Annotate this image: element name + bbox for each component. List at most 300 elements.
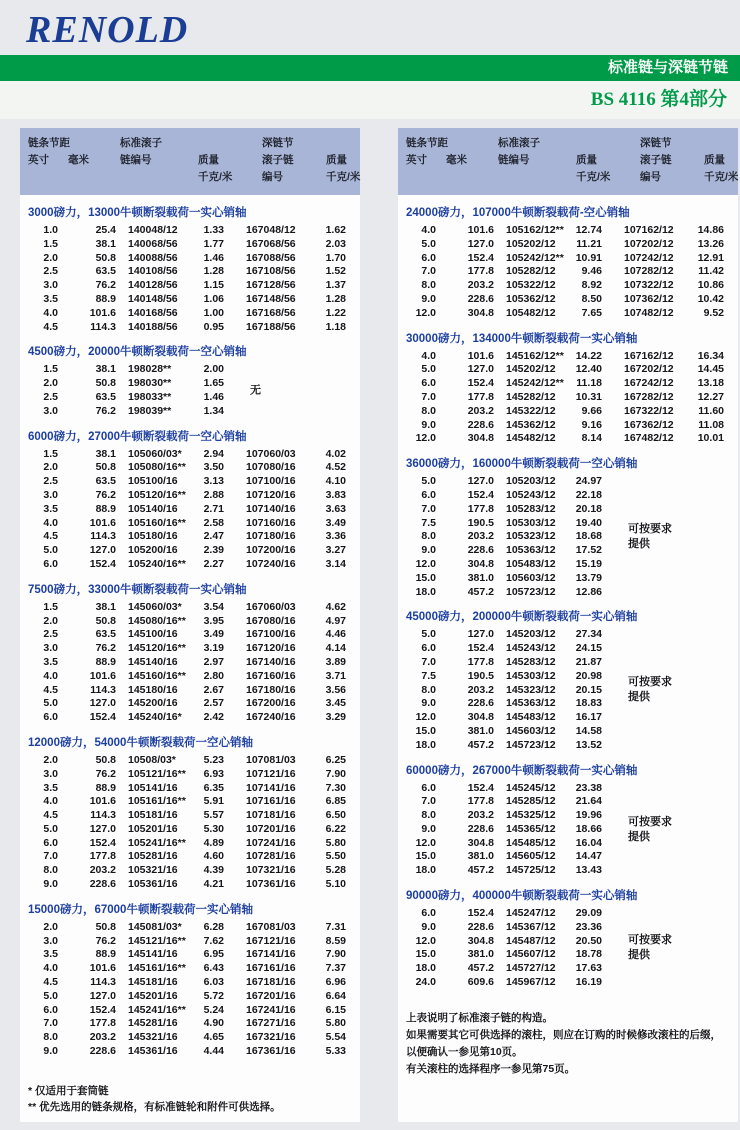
- cell-dl-mass: [690, 907, 724, 921]
- cell-mass: 7.65: [581, 306, 602, 319]
- cell-inch: 8.0: [421, 279, 436, 292]
- cell-chain-no: 145603/12: [506, 724, 556, 737]
- cell-dl-mass: 3.63: [325, 502, 346, 515]
- cell-inch: 2.5: [43, 265, 58, 278]
- cell-dl-chain-no: [602, 962, 690, 976]
- cell-mm: 50.8: [95, 251, 116, 264]
- cell-inch: 1.5: [43, 447, 58, 460]
- cell-mass: 10.31: [575, 390, 602, 403]
- cell-dl-chain-no: 167188/56: [246, 320, 296, 333]
- cell-mm: 114.3: [90, 809, 116, 822]
- cell-chain-no: 145121/16**: [128, 934, 186, 947]
- table-row: [406, 656, 724, 670]
- cell-chain-no: 145725/12: [506, 864, 556, 877]
- cell-mm: 101.6: [467, 224, 494, 236]
- table-row: [28, 363, 346, 377]
- section-rows: [28, 754, 346, 892]
- cell-dl-chain-no: 167148/56: [246, 292, 296, 305]
- cell-inch: 3.0: [43, 934, 58, 947]
- cell-inch: 4.5: [43, 683, 58, 696]
- cell-dl-chain-no: 107161/16: [246, 795, 296, 808]
- cell-chain-no: 145322/12: [506, 404, 556, 417]
- cell-dl-mass: [690, 864, 724, 878]
- cell-inch: 7.0: [43, 850, 58, 863]
- cell-mass: 27.34: [575, 628, 602, 641]
- cell-mm: 88.9: [95, 948, 116, 961]
- cell-mm: 88.9: [95, 781, 116, 794]
- cell-chain-no: 145060/03*: [128, 600, 182, 613]
- cell-mass: 5.30: [203, 822, 224, 835]
- cell-dl-chain-no: [602, 503, 690, 517]
- cell-mm: 304.8: [467, 557, 494, 570]
- cell-dl-mass: 3.49: [325, 516, 346, 529]
- table-row: [406, 432, 724, 446]
- table-row: [28, 489, 346, 503]
- cell-mm: 177.8: [467, 265, 494, 278]
- cell-chain-no: 105121/16**: [128, 767, 186, 780]
- cell-inch: 6.0: [43, 557, 58, 570]
- cell-mass: 29.09: [575, 907, 602, 920]
- cell-mass: 10.91: [575, 251, 602, 264]
- construction-notes: [406, 1010, 726, 1078]
- cell-mm: 203.2: [467, 683, 494, 696]
- cell-dl-chain-no: 107140/16: [246, 502, 296, 515]
- cell-mass: 13.43: [575, 864, 602, 877]
- table-section: [28, 343, 346, 418]
- cell-inch: 9.0: [421, 418, 436, 431]
- cell-chain-no: 105363/12: [506, 544, 556, 557]
- cell-mass: 2.94: [203, 447, 224, 460]
- cell-inch: 8.0: [421, 683, 436, 696]
- table-row: [28, 990, 346, 1004]
- right-table-panel: [398, 128, 738, 1122]
- cell-mass: 13.79: [575, 571, 602, 584]
- cell-mass: 20.18: [575, 502, 602, 515]
- cell-dl-mass: 3.14: [325, 557, 346, 570]
- section-rows: [406, 350, 724, 447]
- cell-mass: 4.21: [203, 878, 224, 891]
- footnote-line: ** 优先选用的链条规格，有标准链轮和附件可供选择。: [28, 1101, 281, 1114]
- table-row: [28, 823, 346, 837]
- cell-dl-mass: 6.15: [325, 1003, 346, 1016]
- table-row: [406, 224, 724, 238]
- cell-mass: 4.89: [203, 836, 224, 849]
- cell-mm: 304.8: [467, 934, 494, 947]
- cell-inch: 7.0: [421, 265, 436, 278]
- cell-mm: 228.6: [467, 544, 494, 557]
- cell-inch: 6.0: [421, 488, 436, 501]
- table-row: [28, 321, 346, 335]
- cell-mass: 6.43: [203, 962, 224, 975]
- standard-reference-strip: [0, 81, 740, 119]
- table-row: [28, 307, 346, 321]
- cell-dl-mass: 16.34: [697, 349, 724, 362]
- cell-chain-no: 145140/16: [128, 655, 178, 668]
- cell-dl-chain-no: 107362/12: [624, 292, 674, 305]
- cell-mass: 2.58: [203, 516, 224, 529]
- cell-dl-mass: [690, 782, 724, 796]
- cell-mass: 2.39: [203, 544, 224, 557]
- cell-mass: 2.88: [203, 488, 224, 501]
- cell-mm: 228.6: [89, 1045, 116, 1058]
- cell-dl-mass: [690, 475, 724, 489]
- left-table-column: [20, 128, 360, 1059]
- cell-dl-chain-no: 167121/16: [246, 934, 296, 947]
- table-row: [28, 1045, 346, 1059]
- cell-dl-mass: 9.52: [703, 306, 724, 319]
- cell-dl-mass: [312, 363, 346, 377]
- section-rows: [406, 907, 724, 990]
- table-row: [406, 279, 724, 293]
- cell-dl-mass: 5.50: [325, 850, 346, 863]
- cell-chain-no: 140128/56: [128, 279, 178, 292]
- availability-note-line: 提供: [628, 949, 650, 962]
- section-title: 36000磅力，160000牛顿断裂载荷一空心销轴: [406, 458, 638, 471]
- table-row: [28, 293, 346, 307]
- cell-inch: 12.0: [415, 557, 436, 570]
- cell-mass: 19.40: [575, 516, 602, 529]
- cell-mm: 127.0: [467, 475, 494, 488]
- column-header-dl-chain-no: 编号: [262, 171, 283, 183]
- cell-chain-no: 145242/12**: [506, 377, 564, 390]
- cell-dl-mass: 5.33: [325, 1045, 346, 1058]
- cell-mass: 1.46: [203, 390, 224, 403]
- cell-mm: 177.8: [89, 850, 116, 863]
- cell-mass: 5.24: [203, 1003, 224, 1016]
- table-row: [406, 642, 724, 656]
- cell-mm: 127.0: [89, 544, 116, 557]
- cell-dl-mass: [690, 711, 724, 725]
- cell-mm: 609.6: [467, 976, 494, 989]
- table-row: [406, 782, 724, 796]
- column-header-mass-unit: 千克/米: [198, 171, 233, 183]
- table-row: [406, 948, 724, 962]
- cell-inch: 7.0: [421, 795, 436, 808]
- table-row: [28, 1017, 346, 1031]
- table-row: [28, 544, 346, 558]
- cell-inch: 3.5: [43, 948, 58, 961]
- table-row: [406, 795, 724, 809]
- cell-dl-chain-no: 167361/16: [246, 1045, 296, 1058]
- section-title: 6000磅力，27000牛顿断裂载荷一空心销轴: [28, 430, 247, 443]
- cell-chain-no: 198039**: [128, 404, 172, 417]
- table-row: [406, 670, 724, 684]
- cell-chain-no: 145081/03*: [128, 920, 182, 933]
- cell-inch: 4.0: [43, 306, 58, 319]
- cell-mass: 3.95: [203, 614, 224, 627]
- cell-mm: 203.2: [89, 1031, 116, 1044]
- cell-chain-no: 145367/12: [506, 920, 556, 933]
- sections-body: [398, 204, 738, 990]
- cell-mass: 0.95: [203, 320, 224, 333]
- table-row: [28, 475, 346, 489]
- green-banner: [0, 55, 740, 81]
- cell-chain-no: 105322/12: [506, 279, 556, 292]
- table-row: [406, 850, 724, 864]
- column-group-deep-link: 深链节: [640, 137, 672, 149]
- table-row: [28, 976, 346, 990]
- column-header-dl-chain-no: 编号: [640, 171, 661, 183]
- cell-inch: 2.0: [43, 461, 58, 474]
- cell-dl-mass: 7.90: [325, 767, 346, 780]
- cell-mm: 38.1: [95, 237, 116, 250]
- cell-inch: 9.0: [421, 920, 436, 933]
- cell-dl-mass: 4.62: [325, 600, 346, 613]
- table-row: [28, 754, 346, 768]
- table-row: [406, 628, 724, 642]
- table-row: [28, 697, 346, 711]
- cell-dl-chain-no: 107242/12: [624, 251, 674, 264]
- cell-inch: 3.5: [43, 292, 58, 305]
- renold-logo: RENOLD: [26, 9, 189, 51]
- cell-dl-chain-no: 167241/16: [246, 1003, 296, 1016]
- cell-chain-no: 105241/16**: [128, 836, 186, 849]
- cell-mm: 127.0: [89, 697, 116, 710]
- table-row: [406, 503, 724, 517]
- table-row: [28, 795, 346, 809]
- cell-dl-mass: 10.42: [697, 292, 724, 305]
- cell-mass: 6.28: [203, 920, 224, 933]
- cell-inch: 7.0: [421, 390, 436, 403]
- table-row: [406, 391, 724, 405]
- cell-mass: 20.15: [575, 683, 602, 696]
- cell-mass: 9.46: [581, 265, 602, 278]
- cell-dl-chain-no: 107121/16: [246, 767, 296, 780]
- cell-dl-mass: 12.27: [697, 390, 724, 403]
- section-rows: [28, 448, 346, 572]
- cell-mm: 63.5: [95, 475, 116, 488]
- cell-dl-mass: 3.56: [325, 683, 346, 696]
- cell-chain-no: 145485/12: [506, 836, 556, 849]
- cell-dl-mass: 1.22: [325, 306, 346, 319]
- table-row: [406, 419, 724, 433]
- cell-inch: 3.5: [43, 781, 58, 794]
- cell-mm: 76.2: [95, 934, 116, 947]
- cell-chain-no: 145247/12: [506, 907, 556, 920]
- cell-mass: 2.00: [203, 363, 224, 376]
- cell-dl-mass: 11.08: [698, 418, 724, 431]
- cell-chain-no: 140188/56: [128, 320, 178, 333]
- cell-chain-no: 145201/16: [128, 989, 178, 1002]
- cell-mm: 152.4: [467, 377, 494, 390]
- cell-mm: 381.0: [467, 850, 494, 863]
- cell-mm: 152.4: [467, 907, 494, 920]
- table-row: [28, 461, 346, 475]
- column-group-pitch: 链条节距: [28, 137, 70, 149]
- cell-chain-no: 140108/56: [128, 265, 178, 278]
- cell-inch: 3.0: [43, 488, 58, 501]
- cell-mm: 88.9: [95, 655, 116, 668]
- column-header-chain-no: 链编号: [498, 154, 530, 166]
- cell-dl-chain-no: [602, 976, 690, 990]
- cell-chain-no: 198033**: [128, 390, 172, 403]
- cell-mm: 304.8: [467, 306, 494, 319]
- availability-note-line: 可按要求: [628, 676, 672, 689]
- cell-chain-no: 105283/12: [506, 502, 556, 515]
- cell-chain-no: 10508/03*: [128, 753, 176, 766]
- cell-mass: 14.58: [575, 724, 602, 737]
- cell-dl-mass: [690, 530, 724, 544]
- cell-dl-mass: [690, 517, 724, 531]
- cell-chain-no: 145285/12: [506, 795, 556, 808]
- cell-chain-no: 145607/12: [506, 948, 556, 961]
- cell-dl-mass: [690, 558, 724, 572]
- availability-note-line: 可按要求: [628, 934, 672, 947]
- cell-mass: 3.49: [203, 628, 224, 641]
- column-group-standard-roller: 标准滚子: [120, 137, 162, 149]
- table-row: [406, 962, 724, 976]
- cell-mass: 3.13: [203, 475, 224, 488]
- table-row: [406, 544, 724, 558]
- cell-mass: 1.33: [203, 224, 224, 236]
- cell-mass: 5.91: [203, 795, 224, 808]
- cell-dl-chain-no: 167160/16: [246, 669, 296, 682]
- cell-inch: 15.0: [415, 571, 436, 584]
- cell-mm: 101.6: [89, 795, 116, 808]
- cell-mm: 457.2: [467, 864, 494, 877]
- table-row: [406, 976, 724, 990]
- cell-mm: 457.2: [467, 738, 494, 751]
- cell-mm: 76.2: [95, 642, 116, 655]
- cell-mm: 50.8: [95, 461, 116, 474]
- table-row: [28, 224, 346, 238]
- cell-mm: 381.0: [467, 948, 494, 961]
- cell-inch: 3.0: [43, 404, 58, 417]
- cell-chain-no: 145365/12: [506, 822, 556, 835]
- cell-chain-no: 198030**: [128, 377, 172, 390]
- cell-mass: 4.39: [203, 864, 224, 877]
- cell-mass: 2.71: [203, 502, 224, 515]
- section-rows: [406, 782, 724, 879]
- cell-inch: 5.0: [421, 475, 436, 488]
- cell-dl-chain-no: 167181/16: [246, 976, 296, 989]
- cell-mass: 1.28: [203, 265, 224, 278]
- cell-chain-no: 145363/12: [506, 697, 556, 710]
- cell-mm: 152.4: [89, 557, 116, 570]
- cell-dl-mass: 14.86: [697, 224, 724, 236]
- cell-dl-chain-no: 107361/16: [246, 878, 296, 891]
- cell-mm: 228.6: [89, 878, 116, 891]
- table-section: [406, 887, 724, 990]
- column-header-dl-mass: 质量: [704, 154, 725, 166]
- cell-inch: 12.0: [415, 836, 436, 849]
- cell-chain-no: 140048/12: [128, 224, 178, 236]
- cell-dl-chain-no: [602, 572, 690, 586]
- cell-dl-mass: 5.80: [325, 836, 346, 849]
- cell-dl-mass: 6.85: [325, 795, 346, 808]
- table-row: [406, 823, 724, 837]
- cell-mass: 11.21: [576, 237, 602, 250]
- cell-mass: 4.60: [203, 850, 224, 863]
- cell-inch: 18.0: [415, 738, 436, 751]
- cell-mass: 6.93: [203, 767, 224, 780]
- table-row: [406, 837, 724, 851]
- table-row: [28, 850, 346, 864]
- cell-chain-no: 105281/16: [128, 850, 178, 863]
- cell-inch: 5.0: [43, 697, 58, 710]
- cell-dl-mass: [312, 391, 346, 405]
- cell-mm: 228.6: [467, 292, 494, 305]
- cell-mm: 50.8: [95, 753, 116, 766]
- cell-chain-no: 105200/16: [128, 544, 178, 557]
- table-row: [28, 628, 346, 642]
- cell-mass: 11.18: [576, 377, 602, 390]
- table-row: [28, 962, 346, 976]
- cell-dl-mass: 8.59: [325, 934, 346, 947]
- cell-dl-mass: [690, 837, 724, 851]
- cell-dl-chain-no: 167068/56: [246, 237, 296, 250]
- cell-inch: 5.0: [421, 628, 436, 641]
- cell-mass: 4.44: [203, 1045, 224, 1058]
- cell-chain-no: 145141/16: [128, 948, 178, 961]
- cell-chain-no: 105362/12: [506, 292, 556, 305]
- cell-mass: 12.74: [575, 224, 602, 236]
- cell-dl-chain-no: [602, 725, 690, 739]
- cell-mm: 203.2: [467, 404, 494, 417]
- cell-dl-chain-no: 107120/16: [246, 488, 296, 501]
- table-row: [406, 517, 724, 531]
- cell-mass: 24.15: [575, 642, 602, 655]
- cell-mm: 127.0: [467, 628, 494, 641]
- table-row: [406, 809, 724, 823]
- column-header-mm: 毫米: [446, 154, 467, 166]
- section-title: 3000磅力，13000牛顿断裂载荷一实心销轴: [28, 207, 247, 219]
- cell-chain-no: 105321/16: [128, 864, 178, 877]
- cell-mm: 190.5: [467, 516, 494, 529]
- cell-chain-no: 140148/56: [128, 292, 178, 305]
- cell-chain-no: 105282/12: [506, 265, 556, 278]
- cell-mass: 3.19: [203, 642, 224, 655]
- cell-dl-mass: 7.90: [325, 948, 346, 961]
- cell-inch: 9.0: [43, 1045, 58, 1058]
- cell-dl-chain-no: [602, 850, 690, 864]
- cell-mass: 8.92: [581, 279, 602, 292]
- cell-dl-mass: 1.62: [325, 224, 346, 236]
- cell-mass: 5.57: [203, 809, 224, 822]
- cell-mm: 88.9: [95, 292, 116, 305]
- cell-dl-mass: 1.28: [325, 292, 346, 305]
- cell-mm: 38.1: [95, 447, 116, 460]
- cell-mm: 203.2: [467, 809, 494, 822]
- cell-dl-chain-no: 107100/16: [246, 475, 296, 488]
- cell-dl-chain-no: 167048/12: [246, 224, 296, 236]
- cell-dl-chain-no: 107160/16: [246, 516, 296, 529]
- cell-inch: 8.0: [43, 864, 58, 877]
- cell-mm: 127.0: [89, 822, 116, 835]
- cell-dl-mass: 3.27: [325, 544, 346, 557]
- cell-chain-no: 145967/12: [506, 976, 556, 989]
- column-header-inch: 英寸: [406, 154, 427, 166]
- cell-inch: 7.0: [43, 1017, 58, 1030]
- cell-mm: 88.9: [95, 502, 116, 515]
- table-section: [406, 608, 724, 752]
- cell-mm: 101.6: [89, 306, 116, 319]
- cell-chain-no: 145180/16: [128, 683, 178, 696]
- cell-mass: 24.97: [575, 475, 602, 488]
- table-row: [406, 711, 724, 725]
- cell-mass: 17.63: [575, 962, 602, 975]
- cell-dl-chain-no: 167141/16: [246, 948, 296, 961]
- cell-chain-no: 105180/16: [128, 530, 178, 543]
- cell-dl-chain-no: [602, 642, 690, 656]
- cell-mass: 1.15: [203, 279, 224, 292]
- table-section: [28, 428, 346, 572]
- banner-title: 标准链与深链节链: [607, 59, 728, 76]
- table-row: [28, 377, 346, 391]
- cell-mass: 9.66: [581, 404, 602, 417]
- cell-dl-chain-no: [602, 795, 690, 809]
- cell-inch: 2.0: [43, 753, 58, 766]
